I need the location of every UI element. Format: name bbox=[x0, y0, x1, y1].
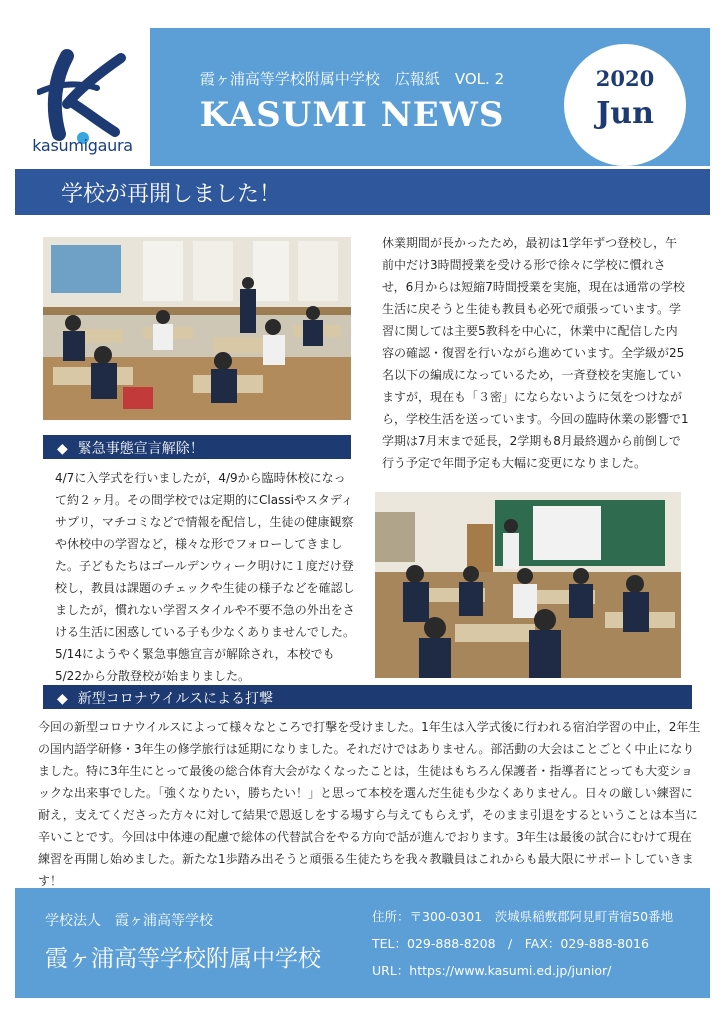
kasumigaura-logo-icon bbox=[37, 48, 129, 148]
issue-month: Jun bbox=[596, 96, 654, 131]
footer bbox=[15, 888, 710, 998]
corona-article-text: 今回の新型コロナウイルスによって様々なところで打撃を受けました。1年生は入学式後に行われる宿泊学習の中止，2年生の国内語学研修・3年生の修学旅行は延期になりました。それだけではありません。部活動の大会はことごとく中止になりました。特に3年生にとって最後の総合体育大会がなくなったことは，生徒はもちろん保護者・指導者にとっても大変ショックな出来事でした。「強くなりたい，勝ちたい！」と思って本校を選んだ生徒も少なくありません。日々の厳しい練習に耐え，支えてくださった方々に対して結果で恩返しをする場すら与えてもらえず，そのまま引退をするということは本当に辛いことです。今回は中体連の配慮で総体の代替試合をやる方向で話が進んでおります。3年生は最後の試合にむけて現在練習を再開し始めました。新たな1歩踏み出そうと頑張る生徒たちを我々教職員はこれからも最大限にサポートしていきます！ bbox=[38, 720, 701, 888]
footer-school-name: 霞ヶ浦高等学校附属中学校 bbox=[45, 946, 321, 972]
classroom-photo-1 bbox=[43, 237, 351, 420]
section-heading-corona bbox=[43, 685, 692, 709]
logo-text: kasumigaura bbox=[32, 136, 133, 155]
main-heading: 学校が再開しました！ bbox=[15, 169, 710, 215]
section-heading-emergency bbox=[43, 435, 351, 459]
section-heading-emergency-label: 緊急事態宣言解除！ bbox=[77, 441, 204, 457]
footer-url[interactable]: URL：https://www.kasumi.ed.jp/junior/ bbox=[372, 963, 612, 978]
issue-year: 2020 bbox=[595, 66, 655, 91]
emergency-article-text: 4/7に入学式を行いましたが，4/9から臨時休校になって約２ヶ月。その間学校では定期的にClassiやスタディサプリ，マチコミなどで情報を配信し，生徒の健康観察や休校中の学習など，様々な形でフォローしてきました。子どもたちはゴールデンウィーク明けに１度だけ登校し，教員は課題のチェックや生徒の様子などを確認しましたが，慣れない学習スタイルや不要不急の外出をさける生活に困惑している子も少なくありませんでした。5/14にようやく緊急事態宣言が解除され，本校でも5/22から分散登校が始まりました。 bbox=[55, 471, 356, 683]
footer-contact bbox=[372, 903, 702, 984]
footer-address: 住所：〒300-0301 茨城県稲敷郡阿見町青宿50番地 bbox=[372, 909, 674, 924]
school-logo bbox=[15, 28, 150, 166]
footer-corporation: 学校法人 霞ヶ浦高等学校 bbox=[45, 913, 213, 929]
footer-phone: TEL：029-888-8208 / FAX：029-888-8016 bbox=[372, 936, 649, 951]
classroom-photo-2 bbox=[375, 492, 681, 678]
header-subtitle: 霞ヶ浦高等学校附属中学校 広報紙 VOL. 2 bbox=[199, 70, 505, 88]
newsletter-title: KASUMI NEWS bbox=[199, 95, 505, 135]
reopening-article-text: 休業期間が長かったため，最初は1学年ずつ登校し，午前中だけ3時間授業を受ける形で徐々に学校に慣れさせ，6月からは短縮7時間授業を実施，現在は通常の学校生活に戻そうと生徒も教員も必死で頑張っています。学習に関しては主要5教科を中心に，休業中に配信した内容の確認・復習を行いながら進めています。全学級が25名以下の編成になっているため，一斉登校を実施していますが，現在も「３密」にならないように気をつけながら，学校生活を送っています。今回の臨時休業の影響で1学期は7月末まで延長，2学期も8月最終週から前倒しで行う予定で年間予定も大幅に変更になりました。 bbox=[382, 236, 689, 470]
diamond-bullet-icon: ◆ bbox=[57, 691, 68, 707]
issue-date-badge bbox=[564, 44, 686, 166]
section-heading-corona-label: 新型コロナウイルスによる打撃 bbox=[77, 691, 273, 707]
diamond-bullet-icon: ◆ bbox=[57, 441, 68, 457]
